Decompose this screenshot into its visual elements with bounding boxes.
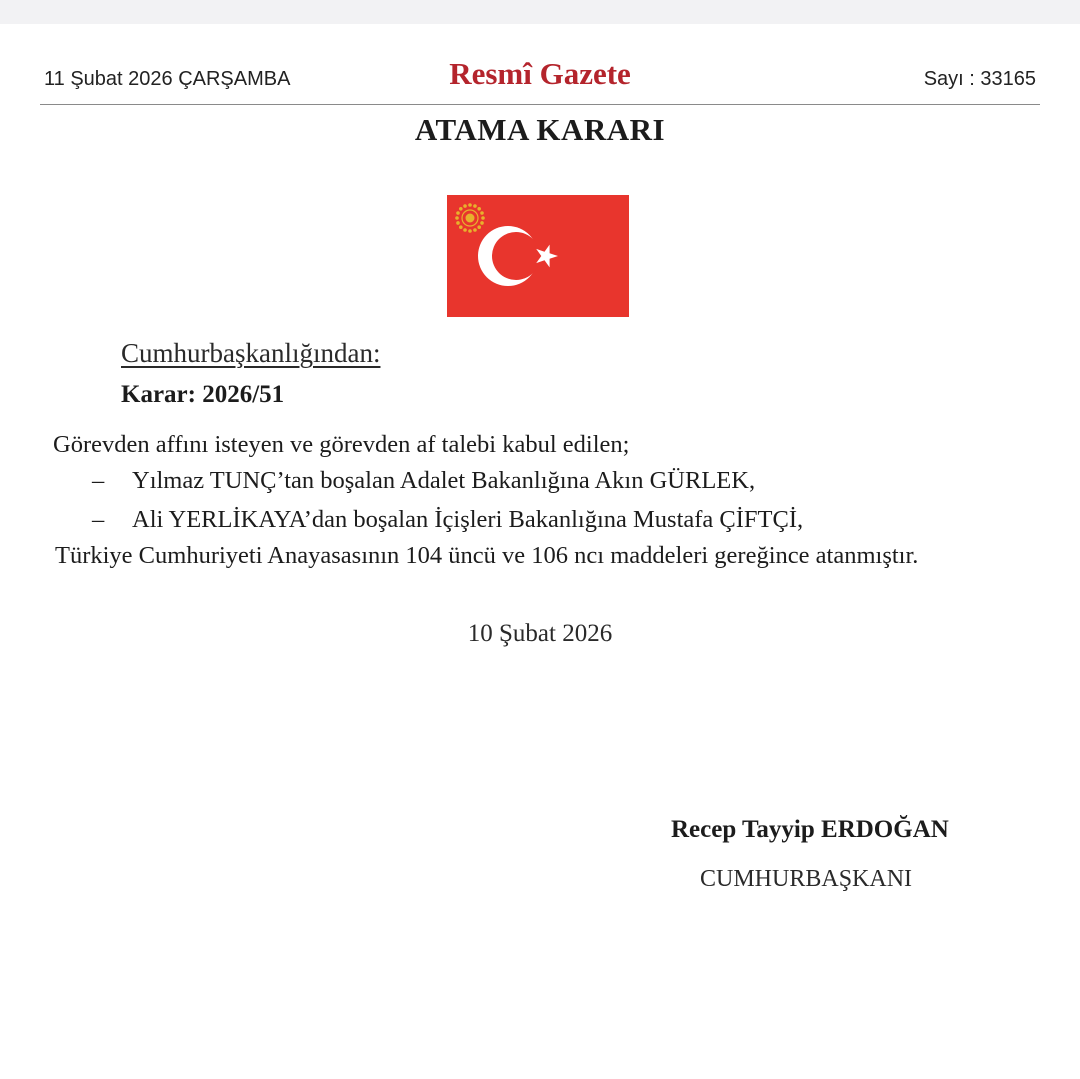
intro-paragraph: Görevden affını isteyen ve görevden af talebi kabul edilen; — [53, 431, 630, 458]
closing-paragraph: Türkiye Cumhuriyeti Anayasasının 104 üncü ve 106 ncı maddeleri gereğince atanmıştır. — [55, 542, 919, 569]
appointment-text: Ali YERLİKAYA’dan boşalan İçişleri Bakanlığına Mustafa ÇİFTÇİ, — [132, 506, 804, 533]
issuing-authority: Cumhurbaşkanlığından: — [121, 338, 381, 368]
dash-bullet: – — [92, 506, 105, 533]
appointment-text: Yılmaz TUNÇ’tan boşalan Adalet Bakanlığına Akın GÜRLEK, — [132, 467, 756, 494]
header-date: 11 Şubat 2026 ÇARŞAMBA — [44, 68, 291, 90]
masthead: Resmî Gazete — [449, 56, 631, 91]
dash-bullet: – — [92, 467, 105, 494]
signer-title: CUMHURBAŞKANI — [700, 866, 913, 892]
appointment-item — [92, 467, 755, 495]
document-title: ATAMA KARARI — [414, 112, 666, 147]
top-band — [0, 0, 1080, 24]
gazette-header — [40, 52, 1040, 105]
signer-name: Recep Tayyip ERDOĞAN — [671, 816, 949, 843]
appointment-item — [92, 506, 803, 534]
decision-number: Karar: 2026/51 — [121, 381, 285, 408]
turkish-flag-icon — [447, 195, 629, 317]
signing-date: 10 Şubat 2026 — [467, 620, 613, 647]
issue-number: Sayı : 33165 — [923, 68, 1036, 90]
